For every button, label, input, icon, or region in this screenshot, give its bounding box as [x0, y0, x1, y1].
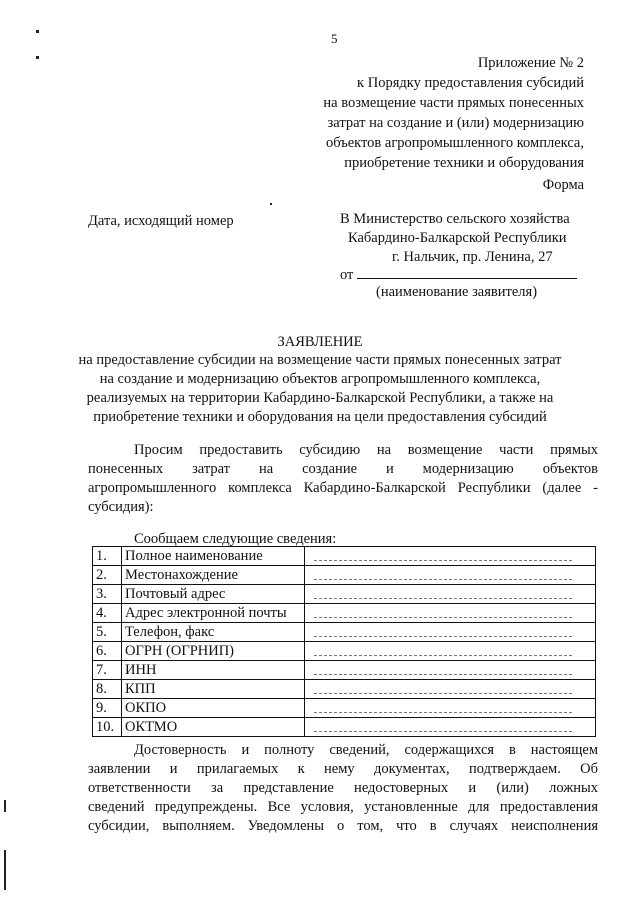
row-label: ОГРН (ОГРНИП) [122, 642, 305, 661]
row-label: ОКТМО [122, 718, 305, 737]
recipient-line: В Министерство сельского хозяйства [340, 211, 570, 227]
table-row [93, 661, 596, 680]
subtitle-line: реализуемых на территории Кабардино-Балкарской Республики, а также на [86, 390, 554, 406]
table-row [93, 604, 596, 623]
annex-line: приобретение техники и оборудования [344, 155, 584, 171]
from-prefix: от [340, 267, 354, 283]
row-number: 2. [93, 566, 122, 585]
row-label: Полное наименование [122, 547, 305, 566]
row-label: Адрес электронной почты [122, 604, 305, 623]
row-label: ОКПО [122, 699, 305, 718]
applicant-name-line[interactable] [357, 266, 577, 279]
row-number: 7. [93, 661, 122, 680]
table-row [93, 566, 596, 585]
table-row [93, 547, 596, 566]
row-label: Почтовый адрес [122, 585, 305, 604]
row-value-field[interactable] [305, 642, 596, 661]
row-value-field[interactable] [305, 680, 596, 699]
row-value-field[interactable] [305, 718, 596, 737]
form-label: Форма [542, 177, 584, 193]
row-value-field[interactable] [305, 623, 596, 642]
table-row [93, 680, 596, 699]
table-row [93, 642, 596, 661]
annex-line: Приложение № 2 [477, 55, 584, 71]
paragraph-line: ответственности за представление недостоверных и (или) ложных [88, 780, 598, 796]
row-number: 3. [93, 585, 122, 604]
scan-mark [4, 850, 6, 890]
paragraph-line: субсидия): [88, 499, 154, 515]
document-title [0, 333, 640, 351]
confirmation-paragraph [88, 741, 598, 836]
paragraph-line: субсидии, выполняем. Уведомлены о том, что в случаях неисполнения [88, 818, 598, 834]
row-label: ИНН [122, 661, 305, 680]
annex-line: объектов агропромышленного комплекса, [325, 135, 584, 151]
applicant-caption: (наименование заявителя) [376, 284, 538, 300]
date-number-label: Дата, исходящий номер [88, 213, 234, 229]
row-value-field[interactable] [305, 585, 596, 604]
table-row [93, 623, 596, 642]
from-field [340, 266, 577, 284]
paragraph-line: понесенных затрат на создание и модернизацию объектов [88, 461, 598, 477]
annex-header [323, 54, 584, 174]
subtitle-line: на предоставление субсидии на возмещение части прямых понесенных затрат [78, 352, 562, 368]
row-label: Местонахождение [122, 566, 305, 585]
row-label: КПП [122, 680, 305, 699]
info-intro: Сообщаем следующие сведения: [134, 531, 337, 547]
row-number: 8. [93, 680, 122, 699]
paragraph-line: заявлении и прилагаемых к нему документах, подтверждаем. Об [88, 761, 598, 777]
recipient-line: Кабардино-Балкарской Республики [348, 230, 567, 246]
row-number: 1. [93, 547, 122, 566]
row-value-field[interactable] [305, 604, 596, 623]
scan-mark [36, 56, 39, 59]
subtitle-line: приобретение техники и оборудования на цели предоставления субсидий [93, 409, 547, 425]
row-number: 10. [93, 718, 122, 737]
annex-line: на возмещение части прямых понесенных [323, 95, 584, 111]
table-row [93, 699, 596, 718]
recipient-block [340, 210, 570, 267]
row-label: Телефон, факс [122, 623, 305, 642]
annex-line: затрат на создание и (или) модернизацию [327, 115, 584, 131]
scan-mark [270, 203, 272, 205]
applicant-info-table [92, 546, 596, 737]
paragraph-line: Достоверность и полноту сведений, содержащихся в настоящем [134, 742, 598, 758]
request-paragraph [88, 441, 598, 517]
page-number: 5 [331, 31, 338, 46]
paragraph-line: Просим предоставить субсидию на возмещение части прямых [134, 442, 598, 458]
row-value-field[interactable] [305, 699, 596, 718]
scan-mark [36, 30, 39, 33]
paragraph-line: агропромышленного комплекса Кабардино-Балкарской Республики (далее - [88, 480, 598, 496]
row-number: 9. [93, 699, 122, 718]
paragraph-line: сведений предупреждены. Все условия, установленные для предоставления [88, 799, 598, 815]
row-value-field[interactable] [305, 566, 596, 585]
subtitle-line: на создание и модернизацию объектов агропромышленного комплекса, [99, 371, 541, 387]
row-number: 4. [93, 604, 122, 623]
recipient-line: г. Нальчик, пр. Ленина, 27 [392, 249, 553, 265]
table-row [93, 718, 596, 737]
row-value-field[interactable] [305, 547, 596, 566]
table-row [93, 585, 596, 604]
row-number: 6. [93, 642, 122, 661]
annex-line: к Порядку предоставления субсидий [357, 75, 584, 91]
document-subtitle [50, 351, 590, 427]
row-value-field[interactable] [305, 661, 596, 680]
document-title-text: ЗАЯВЛЕНИЕ [277, 334, 363, 350]
row-number: 5. [93, 623, 122, 642]
scan-mark [4, 800, 6, 812]
